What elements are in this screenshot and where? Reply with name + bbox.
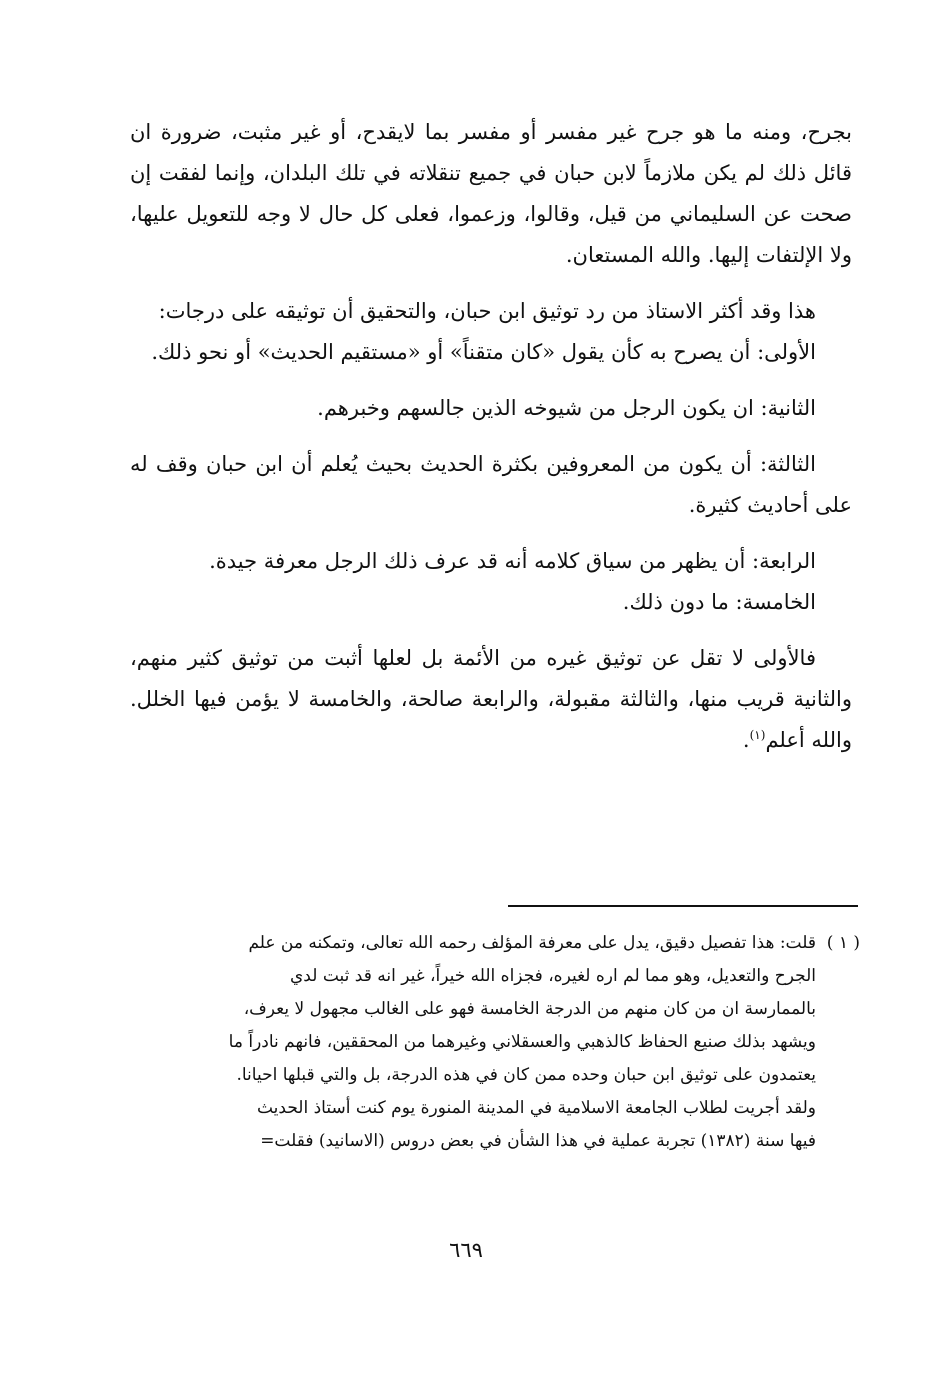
text-line: الخامسة: ما دون ذلك. xyxy=(622,590,816,614)
text-line: عليها، ولا الإلتفات إليها. والله المستعان. xyxy=(130,202,852,267)
text-line: درجات: xyxy=(158,299,225,323)
paragraph-2 xyxy=(130,291,852,332)
footnote-line: ويشهد بذلك صنيع الحفاظ كالذهبي والعسقلاني وغيرهما من المحققين، فانهم نادراً ما xyxy=(228,1032,816,1052)
footnote-line: قلت: هذا تفصيل دقيق، يدل على معرفة المؤلف رحمه الله تعالى، وتمكنه من علم xyxy=(248,933,816,953)
conclusion-paragraph xyxy=(130,638,852,761)
level-fifth xyxy=(130,582,852,623)
text-line: على أحاديث كثيرة. xyxy=(688,493,852,517)
footnote-line: الجرح والتعديل، وهو مما لم اره لغيره، فجزاه الله خيراً، غير انه قد ثبت لدي xyxy=(290,966,816,986)
page-number: ٦٦٩ xyxy=(449,1238,483,1262)
footnote-reference[interactable]: (١) xyxy=(749,728,766,742)
text-line: بجرح، ومنه ما هو جرح غير مفسر أو مفسر بما لايقدح، أو غير مثبت، ضرورة ان xyxy=(130,120,852,144)
level-third xyxy=(130,444,852,526)
closing-phrase: والله أعلم xyxy=(765,728,852,752)
footnote-line: فيها سنة (١٣٨٢) تجربة عملية في هذا الشأن في بعض دروس (الاسانيد) فقلت= xyxy=(260,1131,816,1151)
footnote-line: بالممارسة ان من كان منهم من الدرجة الخامسة فهو على الغالب مجهول لا يعرف، xyxy=(243,999,816,1019)
closing-period: . xyxy=(742,728,750,752)
level-first xyxy=(130,332,852,373)
text-line: الثانية: ان يكون الرجل من شيوخه الذين جالسهم وخبرهم. xyxy=(317,396,816,420)
footnote-marker: ( ١ ) xyxy=(826,933,860,953)
text-line: قائل ذلك لم يكن ملازماً لابن حبان في جميع تنقلاته في تلك البلدان، وإنما لفقت إن xyxy=(130,161,852,185)
footnote-line: ولقد أجريت لطلاب الجامعة الاسلامية في المدينة المنورة يوم كنت أستاذ الحديث xyxy=(256,1098,816,1118)
footnote-text xyxy=(130,927,816,1158)
text-line: الثالثة: أن يكون من المعروفين بكثرة الحديث بحيث يُعلم أن ابن حبان وقف له xyxy=(130,452,816,476)
text-line: والثانية قريب منها، والثالثة مقبولة، والرابعة صالحة، والخامسة لا يؤمن فيها الخلل. xyxy=(130,687,852,711)
paragraph-1 xyxy=(130,112,852,276)
text-line: هذا وقد أكثر الاستاذ من رد توثيق ابن حبان، والتحقيق أن توثيقه على xyxy=(231,299,816,323)
footnote-block xyxy=(130,927,860,1158)
text-line: الرابعة: أن يظهر من سياق كلامه أنه قد عرف ذلك الرجل معرفة جيدة. xyxy=(209,549,816,573)
text-line: ذلك. xyxy=(151,340,192,364)
text-line: فالأولى لا تقل عن توثيق غيره من الأئمة بل لعلها أثبت من توثيق كثير منهم، xyxy=(130,646,816,670)
level-second xyxy=(130,388,852,429)
text-line: الأولى: أن يصرح به كأن يقول «كان متقناً» أو «مستقيم الحديث» أو نحو xyxy=(198,340,816,364)
footnote-separator xyxy=(508,905,858,907)
main-text xyxy=(130,112,852,761)
level-fourth xyxy=(130,541,852,582)
footnote-line: يعتمدون على توثيق ابن حبان وحده ممن كان في هذه الدرجة، بل والتي قبلها احيانا. xyxy=(236,1065,816,1085)
text-line: صحت عن السليماني من قيل، وقالوا، وزعموا، فعلى كل حال لا وجه للتعويل xyxy=(186,202,852,226)
